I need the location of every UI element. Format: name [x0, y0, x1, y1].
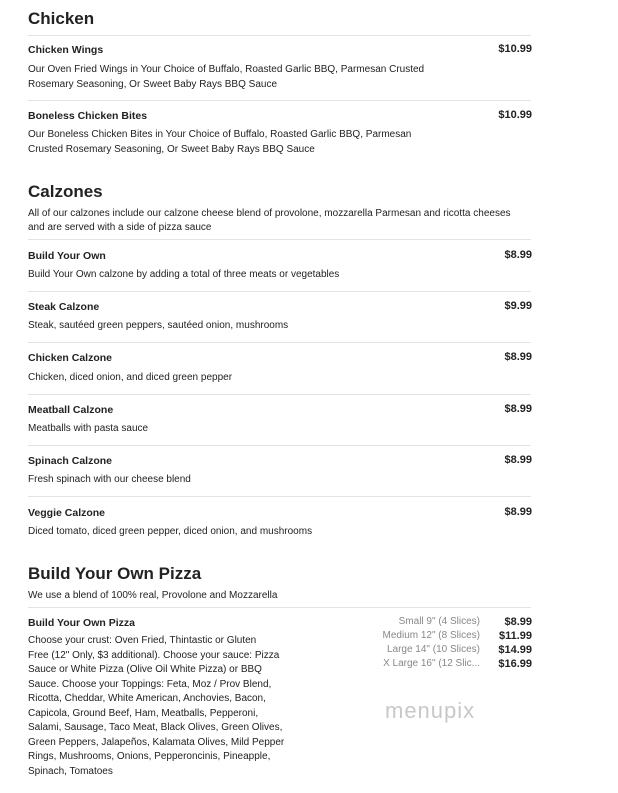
item-price: $8.99 — [504, 403, 532, 415]
divider — [28, 342, 531, 343]
description-line: Salami, Sausage, Taco Meat, Black Olives, Green Olives, — [28, 722, 283, 733]
divider — [28, 291, 531, 292]
size-option — [352, 616, 532, 630]
item-price: $8.99 — [504, 351, 532, 363]
description-line: Rings, Mushrooms, Onions, Pepperoncinis, Pineapple, — [28, 751, 271, 762]
item-price: $8.99 — [504, 506, 532, 518]
description-line: Sauce or White Pizza (Olive Oil White Pizza) or BBQ — [28, 664, 262, 675]
section-intro: All of our calzones include our calzone cheese blend of provolone, mozzarella Parmesan and ricotta cheeses and are served with a side of pizza sauce — [28, 208, 511, 233]
item-name: Meatball Calzone — [28, 404, 114, 416]
divider — [28, 445, 531, 446]
item-description: Our Oven Fried Wings in Your Choice of Buffalo, Roasted Garlic BBQ, Parmesan Crusted Rosemary Seasoning, Or Sweet Baby Rays BBQ Sauce — [28, 64, 425, 90]
description-line: Choose your crust: Oven Fried, Thintastic or Gluten — [28, 635, 257, 646]
item-description: Steak, sautéed green peppers, sautéed onion, mushrooms — [28, 320, 289, 331]
item-name: Chicken Calzone — [28, 352, 113, 364]
divider — [28, 607, 531, 608]
item-name: Build Your Own — [28, 250, 106, 262]
item-price: $9.99 — [504, 300, 532, 312]
item-name: Veggie Calzone — [28, 507, 106, 519]
size-label: Small 9" (4 Slices) — [398, 616, 480, 627]
item-description — [28, 634, 318, 779]
item-name: Steak Calzone — [28, 301, 100, 313]
watermark-logo: menupix — [385, 698, 476, 723]
size-price: $16.99 — [498, 658, 532, 670]
item-description: Diced tomato, diced green pepper, diced onion, and mushrooms — [28, 526, 313, 537]
section-intro: We use a blend of 100% real, Provolone and Mozzarella — [28, 590, 278, 601]
size-option — [352, 644, 532, 658]
description-line: Green Peppers, Jalapeños, Kalamata Olives, Mild Pepper — [28, 736, 285, 748]
section-title-calzones: Calzones — [28, 182, 103, 201]
divider — [28, 100, 531, 101]
item-price: $10.99 — [498, 43, 532, 55]
section-title-chicken: Chicken — [28, 9, 95, 28]
size-label: Large 14" (10 Slices) — [386, 644, 480, 655]
divider — [28, 496, 531, 497]
divider — [28, 239, 531, 240]
item-description: Meatballs with pasta sauce — [28, 423, 149, 434]
item-description: Our Boneless Chicken Bites in Your Choice of Buffalo, Roasted Garlic BBQ, Parmesan Crusted Rosemary Seasoning, Or Sweet Baby Rays BBQ Sauce — [28, 129, 412, 155]
divider — [28, 35, 531, 36]
description-line: Ricotta, Cheddar, White American, Anchovies, Bacon, — [28, 693, 266, 704]
divider — [28, 394, 531, 395]
description-line: Free (12" Only, $3 additional). Choose your sauce: Pizza — [28, 649, 280, 661]
size-price: $11.99 — [498, 630, 532, 642]
item-name: Boneless Chicken Bites — [28, 110, 148, 122]
size-option — [352, 630, 532, 644]
size-option — [352, 658, 532, 672]
description-line: Spinach, Tomatoes — [28, 765, 113, 777]
description-line: Sauce. Choose your Toppings: Feta, Moz / Prov Blend, — [28, 678, 272, 690]
item-price: $8.99 — [504, 249, 532, 261]
item-price: $10.99 — [498, 109, 532, 121]
item-name: Chicken Wings — [28, 44, 104, 56]
size-price: $14.99 — [498, 644, 532, 656]
item-name: Spinach Calzone — [28, 455, 113, 467]
item-price: $8.99 — [504, 454, 532, 466]
size-label: Medium 12" (8 Slices) — [382, 630, 480, 641]
item-name: Build Your Own Pizza — [28, 617, 135, 629]
section-title-pizza: Build Your Own Pizza — [28, 564, 202, 583]
item-description: Fresh spinach with our cheese blend — [28, 474, 191, 485]
description-line: Capicola, Ground Beef, Ham, Meatballs, Pepperoni, — [28, 707, 259, 719]
item-description: Chicken, diced onion, and diced green pepper — [28, 372, 233, 383]
size-label: X Large 16" (12 Slic... — [383, 658, 480, 669]
size-price: $8.99 — [504, 616, 532, 628]
item-description: Build Your Own calzone by adding a total of three meats or vegetables — [28, 269, 340, 280]
